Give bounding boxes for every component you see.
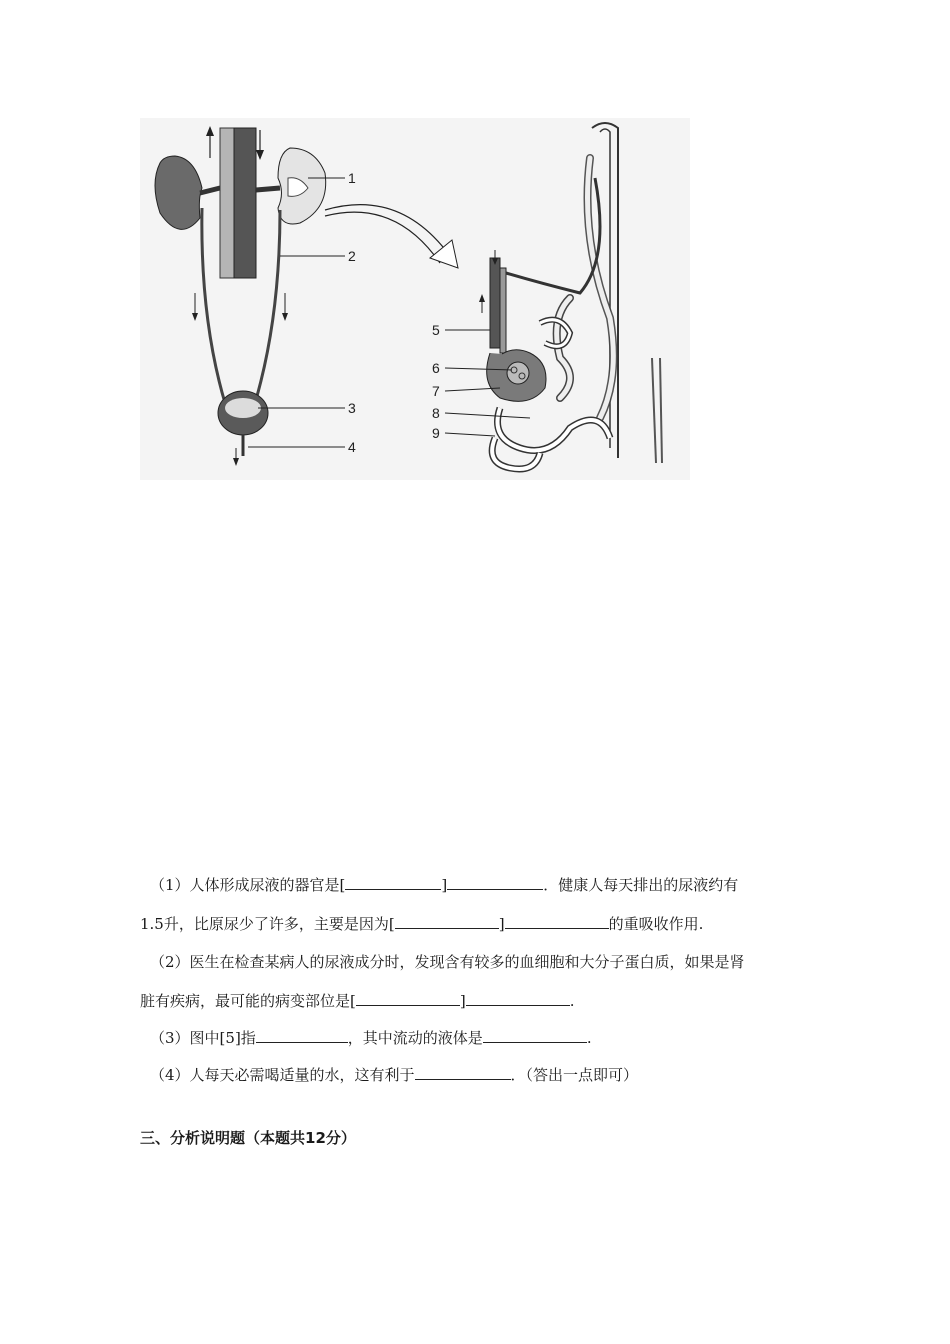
label-1: 1: [348, 170, 356, 186]
answer-blank[interactable]: [466, 991, 570, 1006]
label-5: 5: [432, 322, 440, 338]
answer-blank[interactable]: [345, 875, 441, 890]
question-3: （3）图中[5]指 ，其中流动的液体是 .: [150, 1029, 592, 1047]
answer-blank[interactable]: [447, 875, 543, 890]
answer-blank[interactable]: [256, 1028, 348, 1043]
label-6: 6: [432, 360, 440, 376]
label-4: 4: [348, 439, 356, 455]
label-9: 9: [432, 425, 440, 441]
section-heading: 三、分析说明题（本题共12分）: [140, 1129, 356, 1147]
urinary-system-diagram: [140, 118, 690, 480]
answer-blank[interactable]: [415, 1065, 511, 1080]
answer-blank[interactable]: [505, 914, 609, 929]
label-8: 8: [432, 405, 440, 421]
label-7: 7: [432, 383, 440, 399]
question-4: （4）人每天必需喝适量的水，这有利于 ．（答出一点即可）: [150, 1066, 639, 1084]
answer-blank[interactable]: [395, 914, 499, 929]
question-1-line-2: 1.5升，比原尿少了许多，主要是因为[ ] 的重吸收作用.: [140, 915, 704, 933]
answer-blank[interactable]: [356, 991, 460, 1006]
label-3: 3: [348, 400, 356, 416]
question-1-line-1: （1）人体形成尿液的器官是[ ] ．健康人每天排出的尿液约有: [150, 876, 739, 894]
question-2-line-2: 脏有疾病，最可能的病变部位是[ ] .: [140, 992, 575, 1010]
label-2: 2: [348, 248, 356, 264]
urinary-system-figure: [140, 118, 690, 480]
answer-blank[interactable]: [483, 1028, 587, 1043]
question-2-line-1: （2）医生在检查某病人的尿液成分时，发现含有较多的血细胞和大分子蛋白质，如果是肾: [150, 953, 745, 971]
